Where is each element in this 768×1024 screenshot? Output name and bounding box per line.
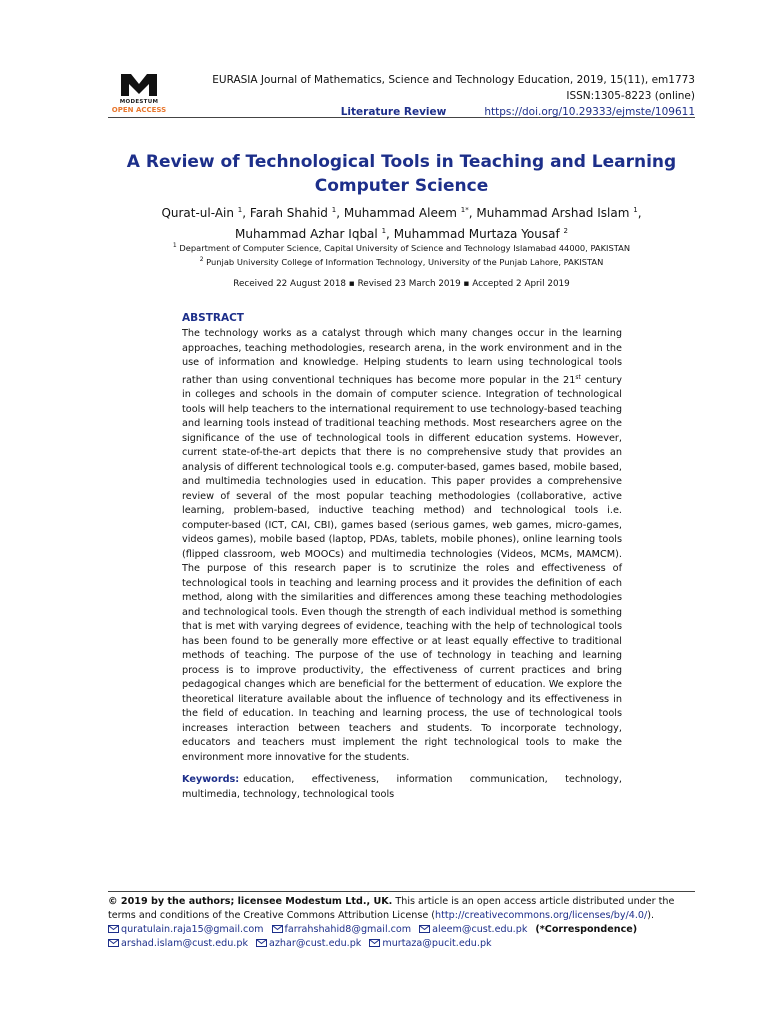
envelope-icon [272, 925, 283, 933]
license-link[interactable]: http://creativecommons.org/licenses/by/4.0/ [435, 910, 648, 921]
affiliations [108, 240, 695, 268]
affiliation-2: $^2$ Punjab University College of Information Technology, University of the Punjab Lahore, PAKISTAN [199, 255, 604, 267]
logo-brand: MODESTUM [119, 99, 159, 105]
open-access-label: OPEN ACCESS [111, 106, 167, 114]
author-name: Qurat-ul-Ain $^1$ [161, 206, 243, 220]
journal-info [212, 72, 695, 120]
abstract-section [182, 312, 622, 802]
modestum-logo-icon [119, 70, 159, 98]
email-link[interactable]: farrahshahid8@gmail.com [272, 924, 412, 935]
abstract-heading: ABSTRACT [182, 312, 244, 324]
email-row-1 [108, 923, 695, 937]
correspondence-note: (*Correspondence) [535, 924, 638, 935]
footer-divider [108, 891, 695, 892]
envelope-icon [419, 925, 430, 933]
email-row-2 [108, 937, 695, 951]
submission-dates: Received 22 August 2018 ▪ Revised 23 March 2019 ▪ Accepted 2 April 2019 [233, 279, 570, 289]
envelope-icon [256, 939, 267, 947]
email-link[interactable]: murtaza@pucit.edu.pk [369, 938, 491, 949]
author-name: Farah Shahid $^1$ [249, 206, 337, 220]
email-link[interactable]: quratulain.raja15@gmail.com [108, 924, 264, 935]
journal-logo [108, 70, 170, 114]
author-name: Muhammad Azhar Iqbal $^1$ [234, 227, 387, 241]
journal-line: EURASIA Journal of Mathematics, Science and Technology Education, 2019, 15(11), em1773 [212, 74, 695, 86]
author-list: Qurat-ul-Ain $^1$, Farah Shahid $^1$, Muhammad Aleem $^{1*}$, Muhammad Arshad Islam $^1$, Muhammad Azhar Iqbal $^1$, Muhammad Murtaza Yousaf $^2$ [161, 206, 642, 241]
affiliation-1: $^1$ Department of Computer Science, Capital University of Science and Technology Islamabad 44000, PAKISTAN [172, 242, 631, 253]
paper-title: A Review of Technological Tools in Teaching and Learning Computer Science [126, 152, 677, 196]
license-footer [108, 895, 695, 951]
header-divider [108, 117, 695, 118]
envelope-icon [108, 939, 119, 947]
email-link[interactable]: aleem@cust.edu.pk [419, 924, 527, 935]
article-type: Literature Review [340, 106, 447, 118]
email-link[interactable]: azhar@cust.edu.pk [256, 938, 361, 949]
author-name: Muhammad Aleem $^{1*}$ [343, 206, 469, 220]
envelope-icon [108, 925, 119, 933]
license-text: © 2019 by the authors; licensee Modestum Ltd., UK. This article is an open access article distributed under the terms and conditions of the Creative Commons Attribution License (http://creativecommons.org/licenses/by/4.0/). [108, 896, 675, 921]
envelope-icon [369, 939, 380, 947]
doi-link[interactable]: https://doi.org/10.29333/ejmste/109611 [484, 106, 695, 118]
keywords [182, 773, 622, 802]
keywords-label: Keywords: [182, 774, 240, 786]
issn-line: ISSN:1305-8223 (online) [566, 90, 695, 102]
keywords-text: education, effectiveness, information communication, technology, multimedia, technology, technological tools [182, 774, 622, 800]
abstract-text: The technology works as a catalyst through which many changes occur in the learning approaches, teaching methodologies, research arena, in the work environment and in the use of information and knowledge. Helping students to learn using technological tools rather than using conventional techniques has become more popular in the 21st century in colleges and schools in the domain of computer science. Integration of technological tools will help teachers to the international requirement to use technology-based teaching and learning tools instead of traditional teaching methods. Most researchers agree on the significance of the use of technological tools in different education systems. However, current state-of-the-art depicts that there is no comprehensive study that provides an analysis of different technological tools e.g. computer-based, games based, mobile based, and multimedia technologies used in education. This paper provides a comprehensive review of several of the most popular teaching methodologies (collaborative, active learning, problem-based, inductive teaching method) and technological tools i.e. computer-based (ICT, CAI, CBI), games based (serious games, web games, micro-games, videos games), mobile based (laptop, PDAs, tablets, mobile phones), online learning tools (flipped classroom, web MOOCs) and multimedia technologies (Videos, MCMs, MAMCM). The purpose of this research paper is to scrutinize the roles and effectiveness of technological tools in teaching and learning process and it provides the definition of each method, along with the similarities and differences among these teaching methodologies and technological tools. Even though the strength of each individual method is something that is met with varying degrees of evidence, teaching with the help of technological tools has been found to be generally more effective or at least equally effective to traditional methods of teaching. The purpose of the use of technology in teaching and learning process is to improve productivity, the effectiveness of current practices and bring pedagogical changes which are beneficial for the betterment of education. We explore the theoretical literature available about the influence of technology and its effectiveness in the field of education. In teaching and learning process, the use of technological tools increases interaction between teachers and students. To incorporate technology, educators and teachers must implement the right technological tools to make the environment more innovative for the students. [182, 328, 622, 763]
author-name: Muhammad Murtaza Yousaf $^2$ [393, 227, 568, 241]
email-link[interactable]: arshad.islam@cust.edu.pk [108, 938, 248, 949]
author-name: Muhammad Arshad Islam $^1$ [476, 206, 638, 220]
